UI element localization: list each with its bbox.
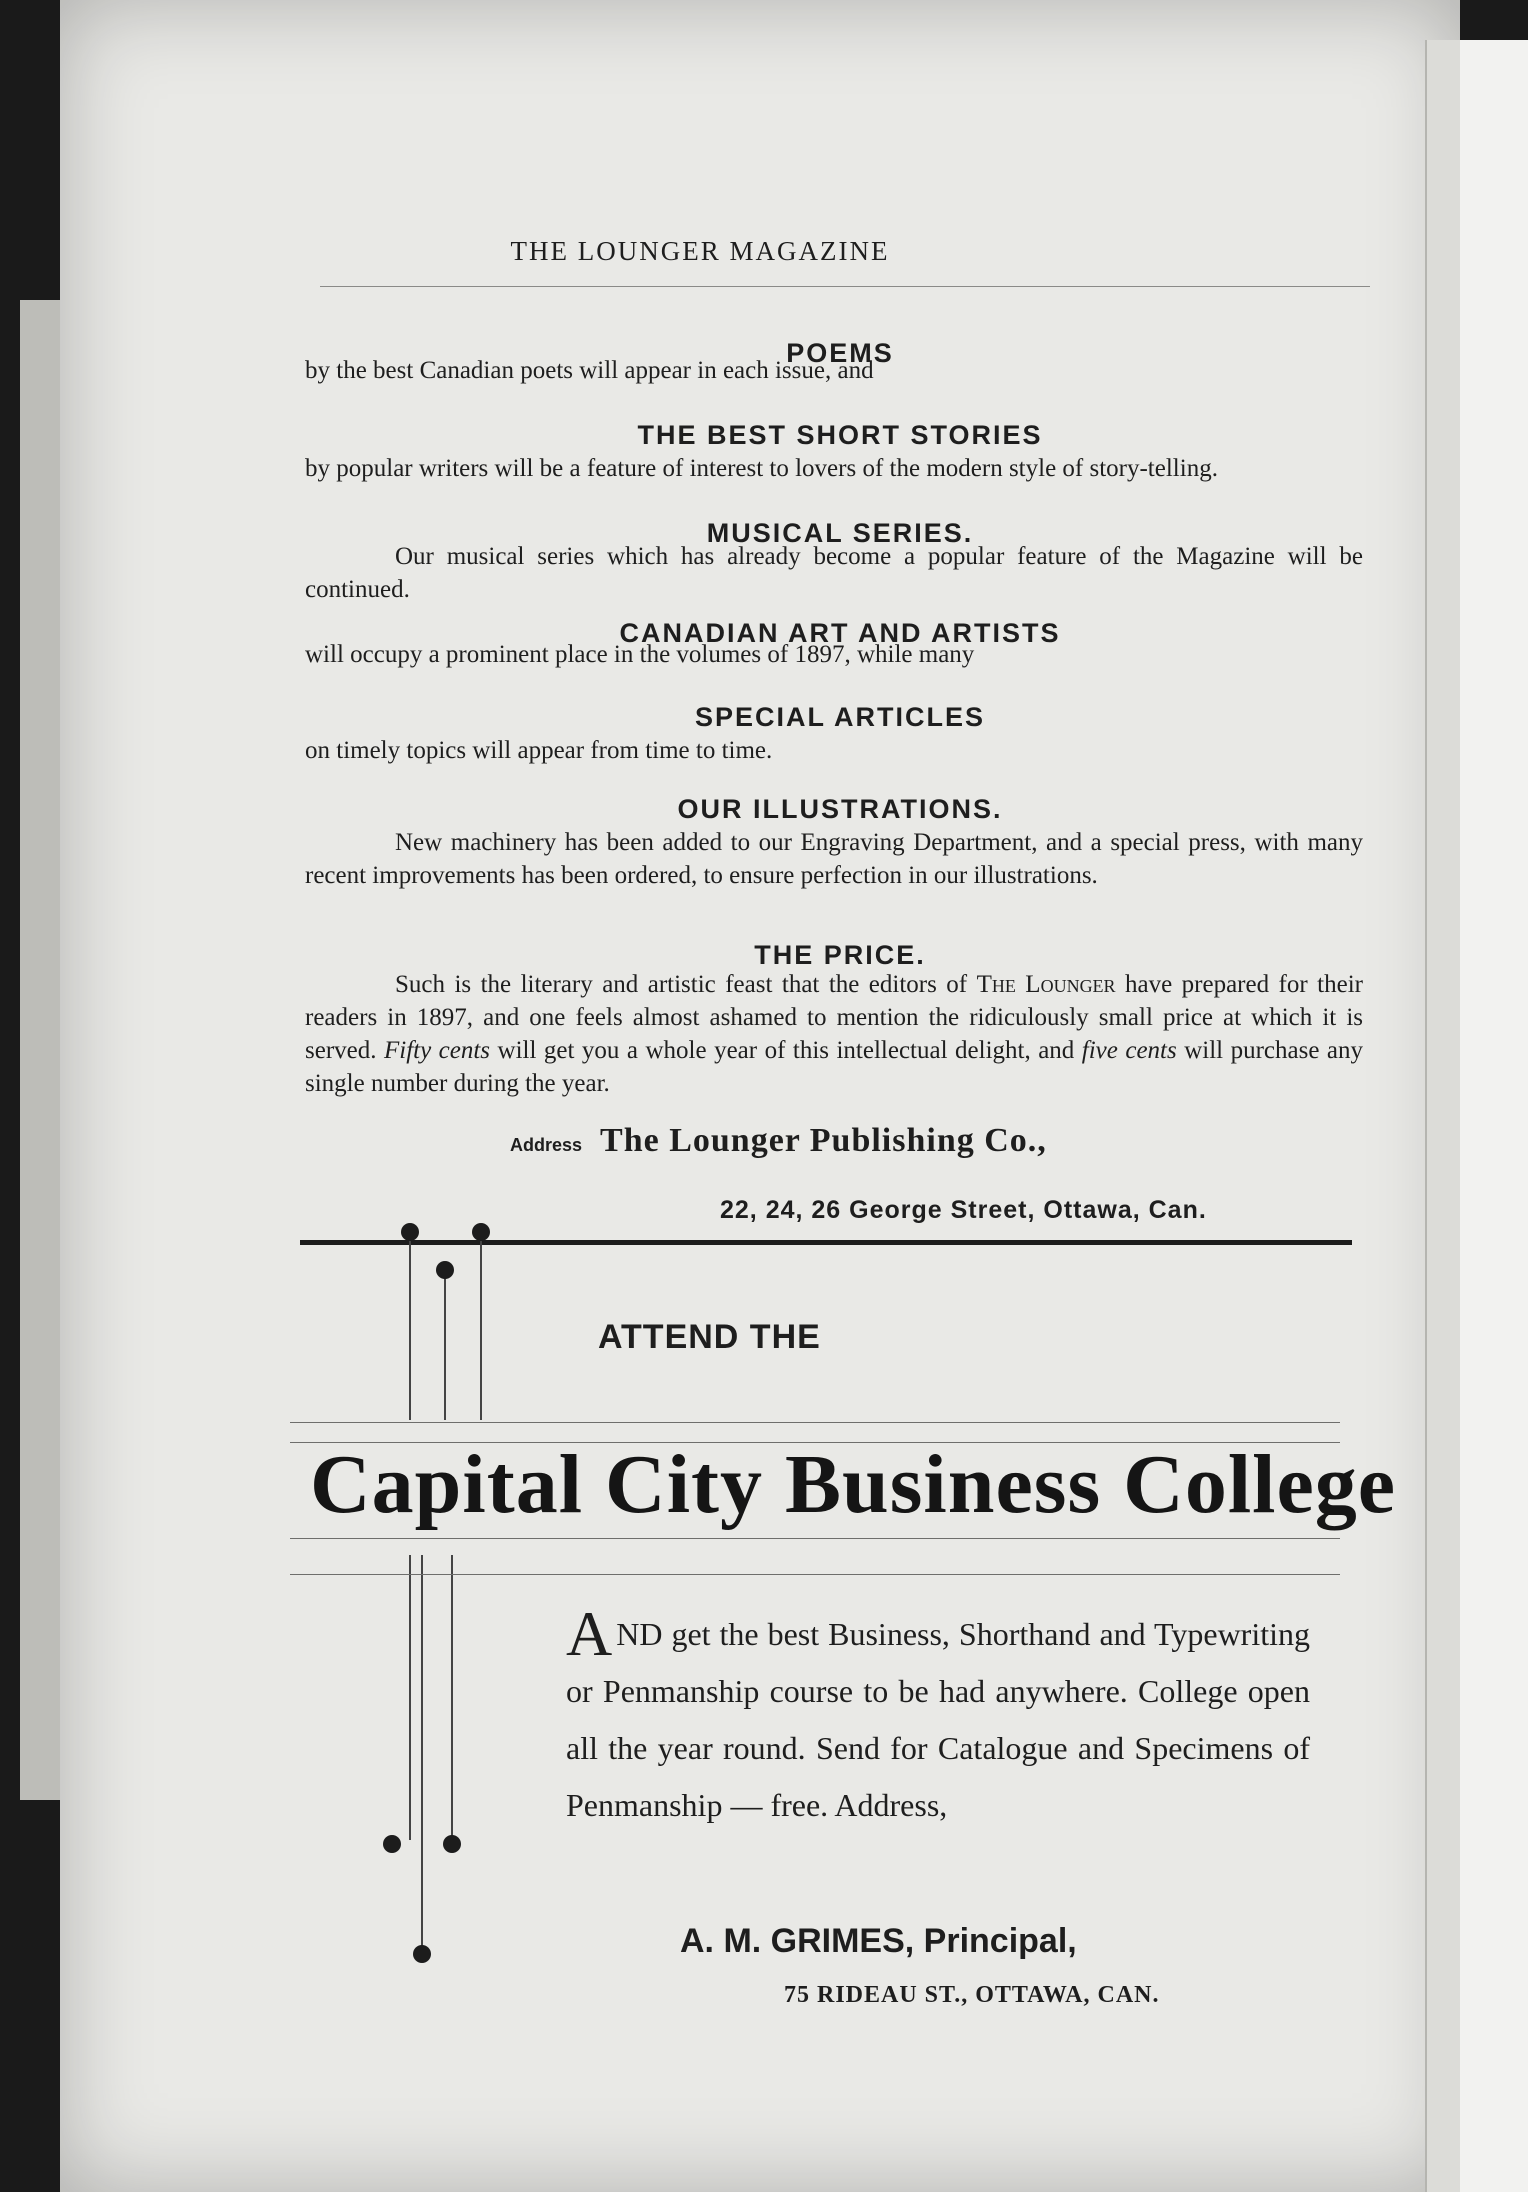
ornament-dot	[413, 1945, 431, 1963]
ornament-dot	[436, 1261, 454, 1279]
principal-name: A. M. GRIMES, Principal,	[680, 1922, 1077, 1960]
publisher-name: The Lounger Publishing Co.,	[600, 1122, 1047, 1159]
dropcap-rest: ND	[616, 1616, 663, 1652]
magazine-name: The Lounger	[976, 971, 1116, 998]
college-title-rule-bottom	[290, 1538, 1340, 1539]
section-title-illustrations: OUR ILLUSTRATIONS.	[677, 794, 1003, 824]
section-title-poems: POEMS	[786, 338, 894, 368]
fifty-cents: Fifty cents	[383, 1037, 491, 1064]
page-fold-edge	[1425, 40, 1462, 2192]
ornament-dot	[383, 1835, 401, 1853]
section-text-canadian-art: will occupy a prominent place in the volumes of 1897, while many	[305, 641, 975, 668]
scan-margin	[1460, 40, 1528, 2192]
college-name: Capital City Business College	[310, 1438, 1397, 1531]
section-title-special-articles: SPECIAL ARTICLES	[694, 702, 986, 732]
section-title-price: THE PRICE.	[754, 940, 926, 970]
attend-heading: ATTEND THE	[598, 1318, 821, 1356]
price-text-4: will purchase any single number during the year.	[305, 1037, 1363, 1097]
college-ad-body	[566, 1598, 1311, 1834]
section-text-short-stories: by popular writers will be a feature of interest to lovers of the modern style of story-telling.	[305, 455, 1218, 482]
section-text-illustrations: New machinery has been added to our Engraving Department, and a special press, with many recent improvements has been ordered, to ensure perfection in our illustrations.	[305, 829, 1363, 889]
section-title-musical-series: MUSICAL SERIES.	[706, 518, 974, 548]
section-text-special-articles: on timely topics will appear from time to time.	[305, 737, 773, 764]
principal-address: 75 RIDEAU ST., OTTAWA, CAN.	[784, 1982, 1160, 2008]
price-text-3: will get you a whole year of this intellectual delight, and	[497, 1037, 1075, 1064]
book-spine-edge	[20, 300, 60, 1800]
price-text-1: Such is the literary and artistic feast that the editors of	[395, 971, 968, 998]
ornament-dot	[401, 1223, 419, 1241]
dropcap: A	[566, 1598, 613, 1669]
college-title-rule-top	[290, 1422, 1340, 1423]
section-title-canadian-art: CANADIAN ART AND ARTISTS	[619, 618, 1061, 648]
section-title-short-stories: THE BEST SHORT STORIES	[637, 420, 1043, 450]
section-text-price	[305, 968, 1363, 1100]
publisher-address	[510, 1122, 1047, 1160]
ornament-dot	[443, 1835, 461, 1853]
ornament-dot	[472, 1223, 490, 1241]
section-text-poems: by the best Canadian poets will appear in each issue, and	[305, 357, 874, 384]
running-head: THE LOUNGER MAGAZINE	[510, 236, 890, 266]
five-cents: five cents	[1081, 1037, 1177, 1064]
publisher-street: 22, 24, 26 George Street, Ottawa, Can.	[720, 1196, 1207, 1224]
price-text-2: have prepared for their readers in 1897, and one feels almost ashamed to mention the ridiculously small price at which it is served.	[305, 971, 1363, 1064]
address-label: Address	[510, 1135, 583, 1155]
decorative-ornament	[370, 1220, 510, 1960]
college-title-rule-bottom-2	[290, 1574, 1340, 1575]
ad-body-text: get the best Business, Shorthand and Typewriting or Penmanship course to be had anywhere. College open all the year round. Send for Catalogue and Specimens of Penmanship — free. Address,	[566, 1616, 1311, 1823]
header-rule	[320, 286, 1370, 287]
section-text-musical-series: Our musical series which has already become a popular feature of the Magazine will be continued.	[305, 543, 1363, 603]
